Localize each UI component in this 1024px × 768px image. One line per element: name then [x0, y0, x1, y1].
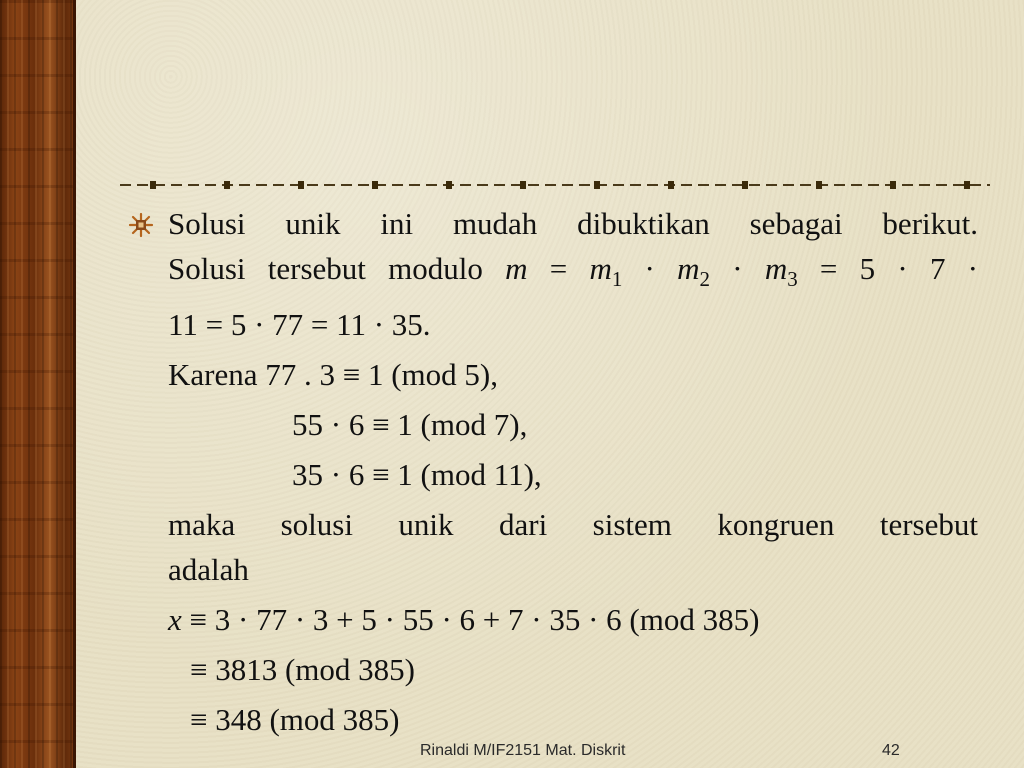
var-m1: m	[589, 251, 612, 286]
adalah-line: adalah	[168, 552, 249, 587]
slide-content	[168, 201, 978, 742]
slide-footer	[0, 742, 1024, 764]
paragraph-line-2	[168, 246, 978, 302]
dot-operator: ·	[710, 251, 765, 286]
page-number: 42	[882, 742, 900, 759]
var-m: m	[505, 251, 528, 286]
congruence-mod7: 55 · 6 ≡ 1 (mod 7),	[292, 407, 528, 442]
paragraph-line-1: Solusi unik ini mudah dibuktikan sebagai berikut.	[168, 206, 978, 241]
title-divider	[120, 184, 990, 186]
var-x: x	[168, 602, 182, 637]
paragraph-line-3: 11 = 5 · 77 = 11 · 35.	[168, 307, 431, 342]
result-3813: ≡ 3813 (mod 385)	[190, 652, 415, 687]
modulo-text: Solusi tersebut modulo	[168, 251, 506, 286]
maka-line: maka solusi unik dari sistem kongruen tersebut	[168, 507, 978, 542]
subscript-3: 3	[787, 267, 798, 291]
dot-operator: ·	[622, 251, 678, 286]
result-348: ≡ 348 (mod 385)	[190, 702, 400, 737]
footer-author: Rinaldi M/IF2151 Mat. Diskrit	[420, 742, 626, 759]
product-tail: = 5 · 7 ·	[797, 251, 978, 286]
equals-sign: =	[527, 251, 590, 286]
x-equation	[168, 597, 978, 642]
var-m2: m	[677, 251, 700, 286]
subscript-1: 1	[611, 267, 623, 291]
subscript-2: 2	[699, 267, 711, 291]
wood-border	[0, 0, 76, 768]
x-equation-text: ≡ 3 · 77 · 3 + 5 · 55 · 6 + 7 · 35 · 6 (mod 385)	[181, 602, 760, 637]
karena-line: Karena 77 . 3 ≡ 1 (mod 5),	[168, 357, 498, 392]
congruence-mod11: 35 · 6 ≡ 1 (mod 11),	[292, 457, 542, 492]
star-burst-icon	[128, 212, 154, 238]
var-m3: m	[764, 251, 788, 286]
